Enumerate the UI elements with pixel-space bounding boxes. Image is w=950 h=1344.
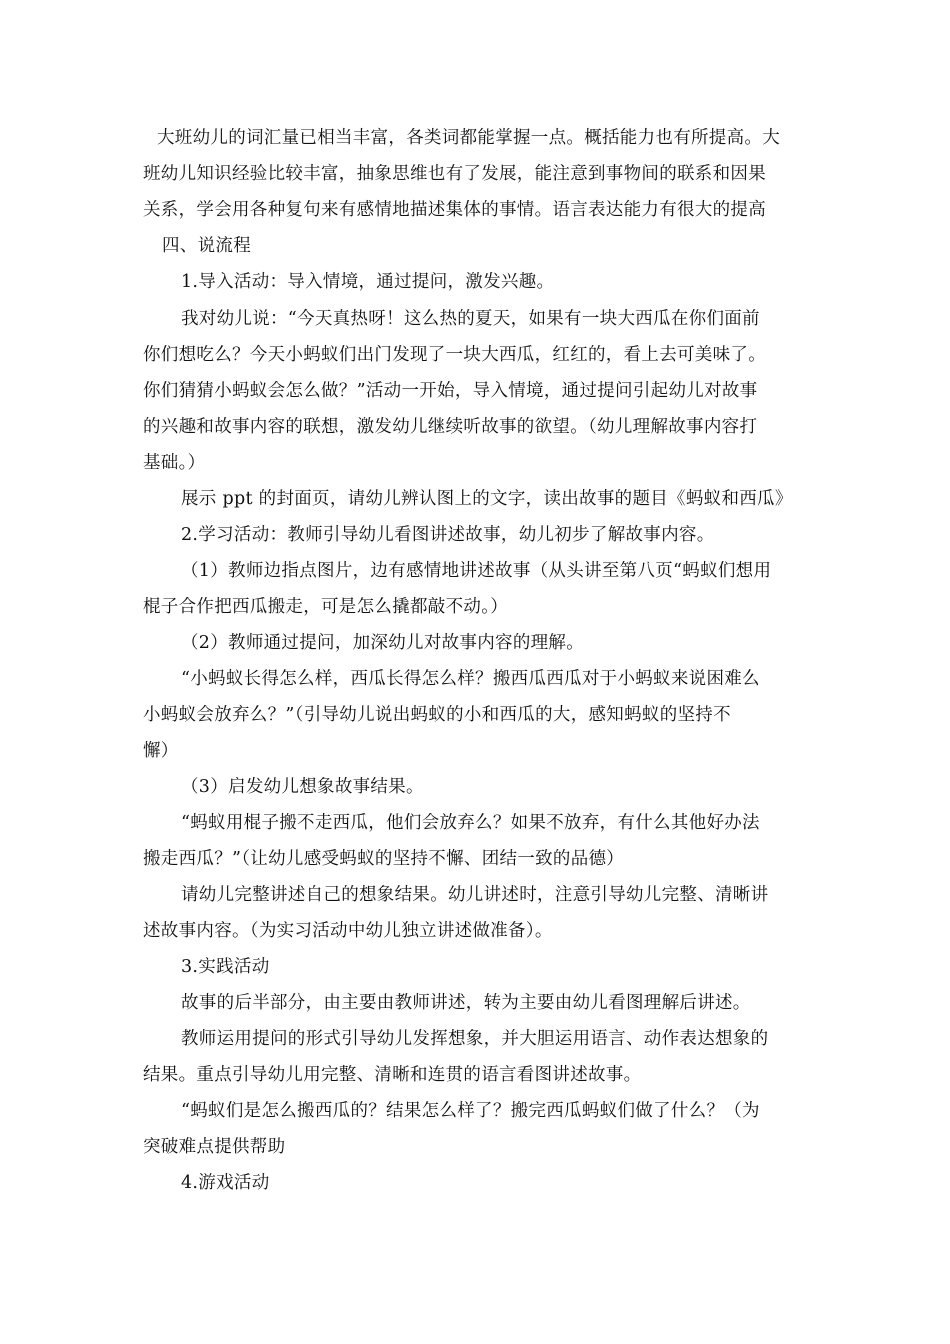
paragraph-line: 棍子合作把西瓜搬走，可是怎么撬都敲不动。） (143, 597, 509, 617)
paragraph-line: 你们猜猜小蚂蚁会怎么做？”活动一开始，导入情境，通过提问引起幼儿对故事 (143, 381, 758, 401)
paragraph-line: 故事的后半部分，由主要由教师讲述，转为主要由幼儿看图理解后讲述。 (181, 993, 751, 1013)
paragraph-line: 关系，学会用各种复句来有感情地描述集体的事情。语言表达能力有很大的提高 (143, 200, 766, 220)
paragraph-line: 搬走西瓜？”（让幼儿感受蚂蚁的坚持不懈、团结一致的品德） (143, 849, 625, 869)
paragraph-line: （3）启发幼儿想象故事结果。 (181, 777, 424, 797)
paragraph-line: 4.游戏活动 (181, 1173, 270, 1193)
paragraph-line: 基础。） (143, 453, 206, 473)
paragraph-line: “小蚂蚁长得怎么样，西瓜长得怎么样？搬西瓜西瓜对于小蚂蚁来说困难么 (181, 669, 760, 689)
paragraph-line: 展示 ppt 的封面页，请幼儿辨认图上的文字，读出故事的题目《蚂蚁和西瓜》 (181, 489, 793, 509)
paragraph-line: 懈） (143, 741, 179, 761)
paragraph-line: 2.学习活动：教师引导幼儿看图讲述故事，幼儿初步了解故事内容。 (181, 525, 715, 545)
paragraph-line: 3.实践活动 (181, 957, 270, 977)
paragraph-line: 请幼儿完整讲述自己的想象结果。幼儿讲述时，注意引导幼儿完整、清晰讲 (181, 885, 769, 905)
paragraph-line: 述故事内容。（为实习活动中幼儿独立讲述做准备）。 (143, 921, 553, 941)
paragraph-line: 我对幼儿说：“今天真热呀！这么热的夏天，如果有一块大西瓜在你们面前 (181, 309, 760, 329)
paragraph-line: 小蚂蚁会放弃么？”（引导幼儿说出蚂蚁的小和西瓜的大，感知蚂蚁的坚持不 (143, 705, 731, 725)
paragraph-line: 的兴趣和故事内容的联想，激发幼儿继续听故事的欲望。（幼儿理解故事内容打 (143, 417, 758, 437)
section-heading: 四、说流程 (162, 236, 251, 256)
paragraph-line: （1）教师边指点图片，边有感情地讲述故事（从头讲至第八页“蚂蚁们想用 (181, 561, 772, 581)
paragraph-line: 突破难点提供帮助 (143, 1137, 286, 1157)
paragraph-line: 结果。重点引导幼儿用完整、清晰和连贯的语言看图讲述故事。 (143, 1065, 642, 1085)
paragraph-line: （2）教师通过提问，加深幼儿对故事内容的理解。 (181, 633, 585, 653)
paragraph-line: 1.导入活动：导入情境，通过提问，激发兴趣。 (181, 272, 555, 292)
paragraph-line: 班幼儿知识经验比较丰富，抽象思维也有了发展，能注意到事物间的联系和因果 (143, 164, 766, 184)
paragraph-line: “蚂蚁们是怎么搬西瓜的？结果怎么样了？搬完西瓜蚂蚁们做了什么？（为 (181, 1101, 760, 1121)
paragraph-line: 大班幼儿的词汇量已相当丰富，各类词都能掌握一点。概括能力也有所提高。大 (157, 128, 780, 148)
paragraph-line: 你们想吃么？今天小蚂蚁们出门发现了一块大西瓜，红红的，看上去可美味了。 (143, 345, 766, 365)
paragraph-line: 教师运用提问的形式引导幼儿发挥想象，并大胆运用语言、动作表达想象的 (181, 1029, 769, 1049)
paragraph-line: “蚂蚁用棍子搬不走西瓜，他们会放弃么？如果不放弃，有什么其他好办法 (181, 813, 760, 833)
